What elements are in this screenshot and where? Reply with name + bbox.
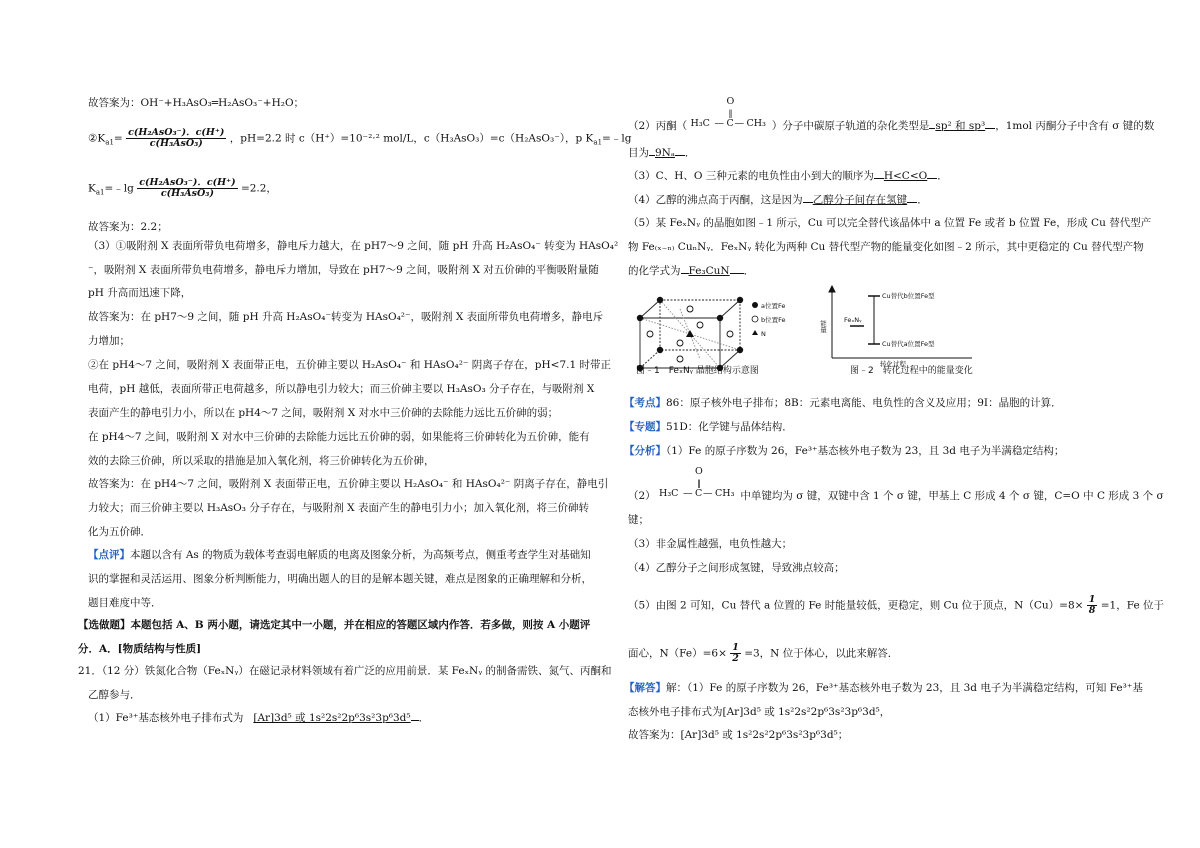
fraction-one-half xyxy=(730,643,741,664)
text-line: 力较大；而三价砷主要以 H₃AsO₃ 分子存在，与吸附剂 X 表面产生的静电引力小；加入氧化剂，将三价砷转 xyxy=(88,502,589,514)
fig2-bottom-label: Cu替代a位置Fe型 xyxy=(882,340,935,348)
knowledge-text: 86：原子核外电子排布；8B：元素电离能、电负性的含义及应用；9I：晶胞的计算． xyxy=(666,397,1062,409)
denominator: 8 xyxy=(1088,604,1096,616)
topic-tag: 【专题】 xyxy=(624,421,666,433)
ka1-log-fraction xyxy=(137,178,237,199)
period: ． xyxy=(418,712,430,724)
topic-text: 51D：化学键与晶体结构． xyxy=(666,421,793,433)
analysis-tag: 【分析】 xyxy=(624,445,666,457)
q2-answer-sigma: 9Nₐ xyxy=(655,147,675,159)
analysis-5b-text-2: =3，N 位于体心，以此来解答． xyxy=(744,647,899,660)
text-line: 键； xyxy=(628,514,649,526)
figure-1-caption: 图﹣1 FeₓNᵧ 晶胞结构示意图 xyxy=(636,366,759,376)
numerator: 1 xyxy=(732,642,739,653)
log-denominator: c(H₃AsO₃) xyxy=(160,187,214,199)
text-line: 物 Fe₍ₓ₋ₙ₎ CuₙNᵧ．FeₓNᵧ 转化为两种 Cu 替代型产物的能量变化如图﹣2 所示，其中更稳定的 Cu 替代型产物 xyxy=(628,241,1144,253)
elective-heading: 【选做题】本题包括 A、B 两小题，请选定其中一小题，并在相应的答题区域内作答．若多做，则按 A 小题评 xyxy=(78,619,591,631)
q4-answer: 乙醇分子间存在氢键 xyxy=(812,194,908,206)
q2-answer-hybridization: sp² 和 sp³ xyxy=(935,120,986,132)
analysis-2 xyxy=(628,466,1164,504)
bond: — xyxy=(683,488,693,499)
oxygen-label: O xyxy=(726,96,735,107)
solution-text: 解：（1）Fe 的原子序数为 26，Fe³⁺基态核外电子数为 23，且 3d 电子为半满稳定结构，可知 Fe³⁺基 xyxy=(666,682,1143,694)
numerator: 1 xyxy=(1088,594,1096,605)
q5-prompt: 的化学式为 xyxy=(628,265,681,277)
text-line: 效的去除三价砷，所以采取的措施是加入氧化剂，将三价砷转化为五价砷， xyxy=(88,455,435,467)
ka1-formula-line: $②K_{a1}=$ $\frac{\text{c(H₂AsO₃⁻)．c(H⁺)}}{\text{c(H₃AsO₃)}}$ ，pH=2.2 时 c（H⁺）=10⁻²·² mol/L，c（H₃AsO₃）=c（H₂AsO₃⁻），p $K_{a1}=﹣\lg$ xyxy=(88,127,632,149)
q1-prompt: （1）Fe³⁺基态核外电子排布式为 xyxy=(88,712,244,724)
comment-text: 本题以含有 As 的物质为载体考查弱电解质的电离及图象分析，为高频考点，侧重考查学生对基础知 xyxy=(130,549,591,561)
comment-tag: 【点评】 xyxy=(88,549,130,561)
text-line: （3）非金属性越强，电负性越大； xyxy=(628,538,793,550)
text-line: 在 pH4～7 之间，吸附剂 X 对水中三价砷的去除能力远比五价砷的弱，如果能将三价砷转化为五价砷，能有 xyxy=(88,431,590,443)
bond: — xyxy=(734,118,745,129)
question-21: 21．（12 分）铁氮化合物（FeₓNᵧ）在磁记录材料领域有着广泛的应用前景．某 FeₓNᵧ 的制备需铁、氮气、丙酮和 xyxy=(78,665,612,677)
q4-prompt: （4）乙醇的沸点高于丙酮，这是因为 xyxy=(628,194,803,206)
carbon-label: C xyxy=(726,118,734,129)
question-4 xyxy=(628,194,928,207)
text-line: 故答案为：在 pH4～7 之间，吸附剂 X 表面带正电，五价砷主要以 H₂AsO₄⁻ 和 HAsO₄²⁻ 阴离子存在，静电引 xyxy=(88,478,609,490)
q2-text-2: ，1mol 丙酮分子中含有 σ 键的数 xyxy=(995,120,1155,132)
question-2 xyxy=(628,96,1155,134)
q3-prompt: （3）C、H、O 三种元素的电负性由小到大的顺序为 xyxy=(628,170,874,182)
text-line: 化为五价砷． xyxy=(88,526,151,538)
q1-answer: [Ar]3d⁵ 或 1s²2s²2p⁶3s²3p⁶3d⁵ xyxy=(253,712,411,724)
denominator: 2 xyxy=(732,652,739,664)
ka1-fraction xyxy=(126,128,226,149)
text-line: 态核外电子排布式为[Ar]3d⁵ 或 1s²2s²2p⁶3s²3p⁶3d⁵， xyxy=(628,706,891,718)
methyl-left: H₃C xyxy=(659,488,679,499)
analysis-text: （1）Fe 的原子序数为 26，Fe³⁺基态核外电子数为 23，且 3d 电子为半满稳定结构； xyxy=(666,445,1065,457)
text-line: 电荷，pH 越低，表面所带正电荷越多，所以静电引力较大；而三价砷主要以 H₃AsO₃ 分子存在，与吸附剂 X xyxy=(88,383,595,395)
legend-n-label: N xyxy=(761,330,766,338)
text-line: ⁻，吸附剂 X 表面所带负电荷增多，静电斥力增加，导致在 pH7～9 之间，吸附剂 X 对五价砷的平衡吸附量随 xyxy=(88,264,599,276)
q2-prefix: （2）丙酮（ xyxy=(628,120,688,132)
question-5-answer-line xyxy=(628,265,754,278)
fraction-one-eighth xyxy=(1087,595,1098,616)
k-label: K xyxy=(88,182,96,195)
ka1-condition: ，pH=2.2 时 c（H⁺）=10⁻²·² mol/L，c（H₃AsO₃）=c（H₂AsO₃⁻），p K xyxy=(229,132,594,145)
equals-sign: = xyxy=(113,132,123,145)
fig2-x-label: 转化过程 xyxy=(880,360,906,368)
analysis-5b-text: 面心，N（Fe）=6× xyxy=(628,647,727,660)
analysis xyxy=(624,445,1064,458)
legend-a-label: a位置Fe xyxy=(761,302,786,310)
q3-answer: H<C<O xyxy=(883,170,928,182)
topic xyxy=(624,421,793,434)
solution xyxy=(624,682,1143,695)
text-line: 表面产生的静电引力小，所以在 pH4～7 之间，吸附剂 X 对水中三价砷的去除能力远比五价砷的弱； xyxy=(88,407,559,419)
ka1-label: ②K xyxy=(88,132,106,145)
text-line: 题目难度中等． xyxy=(88,597,162,609)
q2b-prefix: 目为 xyxy=(628,147,649,159)
legend-b-label: b位置Fe xyxy=(761,316,786,324)
bond: — xyxy=(714,118,725,129)
methyl-left: H₃C xyxy=(690,118,710,129)
text-line: ②在 pH4～7 之间，吸附剂 X 表面带正电，五价砷主要以 H₂AsO₄⁻ 和 HAsO₄²⁻ 阴离子存在，pH<7.1 时带正 xyxy=(88,359,612,371)
period: ． xyxy=(937,170,948,182)
energy-diagram xyxy=(819,284,982,368)
fig2-top-label: Cu替代b位置Fe型 xyxy=(882,292,935,300)
bond: — xyxy=(703,488,713,499)
question-5: （5）某 FeₓNᵧ 的晶胞如图﹣1 所示，Cu 可以完全替代该晶体中 a 位置 Fe 或者 b 位置 Fe，形成 Cu 替代型产 xyxy=(628,217,1152,229)
solution-tag: 【解答】 xyxy=(624,682,666,694)
period: ． xyxy=(743,265,755,277)
text-line: 力增加； xyxy=(88,335,130,347)
analysis-5-text: （5）由图 2 可知，Cu 替代 a 位置的 Fe 时能量较低，更稳定，则 Cu 位于顶点，N（Cu）=8× xyxy=(628,599,1084,612)
carbon-label: C xyxy=(695,488,703,499)
ka1-log-line: $K_{a1}=﹣\lg$ $\frac{\text{c(H₂AsO₃⁻)．c(H⁺)}}{\text{c(H₃AsO₃)}}$ =2.2， xyxy=(88,177,277,199)
period: ． xyxy=(917,194,928,206)
period: ． xyxy=(684,147,696,159)
methyl-right: CH₃ xyxy=(715,488,735,499)
fig2-y-label: 能量 xyxy=(819,320,827,333)
text-line: 识的掌握和灵活运用、图象分析判断能力，明确出题人的目的是解本题关键，难点是图象的正确理解和分析， xyxy=(88,573,592,585)
question-3 xyxy=(628,170,948,183)
oxygen-label: O xyxy=(695,466,703,477)
knowledge-point xyxy=(624,397,1062,410)
methyl-right: CH₃ xyxy=(746,118,766,129)
text-line: 故答案为：[Ar]3d⁵ 或 1s²2s²2p⁶3s²3p⁶3d⁵； xyxy=(628,729,849,741)
analysis-5-text-2: =1，Fe 位于 xyxy=(1100,599,1164,612)
question-21-1 xyxy=(88,712,429,725)
text-line: 故答案为：在 pH7～9 之间，随 pH 升高 H₂AsO₄⁻转变为 HAsO₄²⁻，吸附剂 X 表面所带负电荷增多，静电斥 xyxy=(88,311,604,323)
text-line: 乙醇参与． xyxy=(88,689,141,701)
pka-expression: =﹣lg xyxy=(602,132,632,145)
text-line: （4）乙醇分子之间形成氢键，导致沸点较高； xyxy=(628,562,845,574)
analysis-2-prefix: （2） xyxy=(628,490,656,502)
q5-answer: Fe₃CuN xyxy=(688,265,730,277)
ka1-denominator: c(H₃AsO₃) xyxy=(149,137,203,149)
analysis-5b xyxy=(628,643,898,664)
text-line: pH 升高而迅速下降， xyxy=(88,287,192,299)
analysis-2-text: 中单键均为 σ 键，双键中含 1 个 σ 键，甲基上 C 形成 4 个 σ 键，C=O 中 C 形成 3 个 σ xyxy=(740,490,1164,502)
elective-heading-2: 分．A．[物质结构与性质] xyxy=(78,643,202,655)
answer-line-2: 故答案为：2.2； xyxy=(88,221,168,233)
q2-text: ）分子中碳原子轨道的杂化类型是 xyxy=(771,120,930,132)
answer-line-1: 故答案为：OH⁻+H₃AsO₃═H₂AsO₃⁻+H₂O； xyxy=(88,97,305,109)
acetone-structure xyxy=(690,96,769,134)
text-line: （3）①吸附剂 X 表面所带负电荷增多，静电斥力越大，在 pH7～9 之间，随 pH 升高 H₂AsO₄⁻ 转变为 HAsO₄² xyxy=(88,240,619,252)
double-bond: ‖ xyxy=(697,479,702,488)
knowledge-tag: 【考点】 xyxy=(624,397,666,409)
ka1-numerator: c(H₂AsO₃⁻)．c(H⁺) xyxy=(128,127,225,138)
analysis-5 xyxy=(628,595,1164,616)
fig2-start-label: FeₓNᵧ xyxy=(844,316,862,324)
figure-2-caption: 图﹣2 转化过程中的能量变化 xyxy=(850,366,973,376)
comment-line xyxy=(88,549,591,562)
double-bond: ‖ xyxy=(728,109,733,118)
acetone-structure-2 xyxy=(659,466,737,504)
neg-lg: =﹣lg xyxy=(104,182,134,195)
log-result: =2.2， xyxy=(240,182,277,195)
log-numerator: c(H₂AsO₃⁻)．c(H⁺) xyxy=(139,177,236,188)
question-2-b xyxy=(628,147,695,160)
ka1-sub: a1 xyxy=(105,138,114,147)
figure-2 xyxy=(819,284,982,368)
